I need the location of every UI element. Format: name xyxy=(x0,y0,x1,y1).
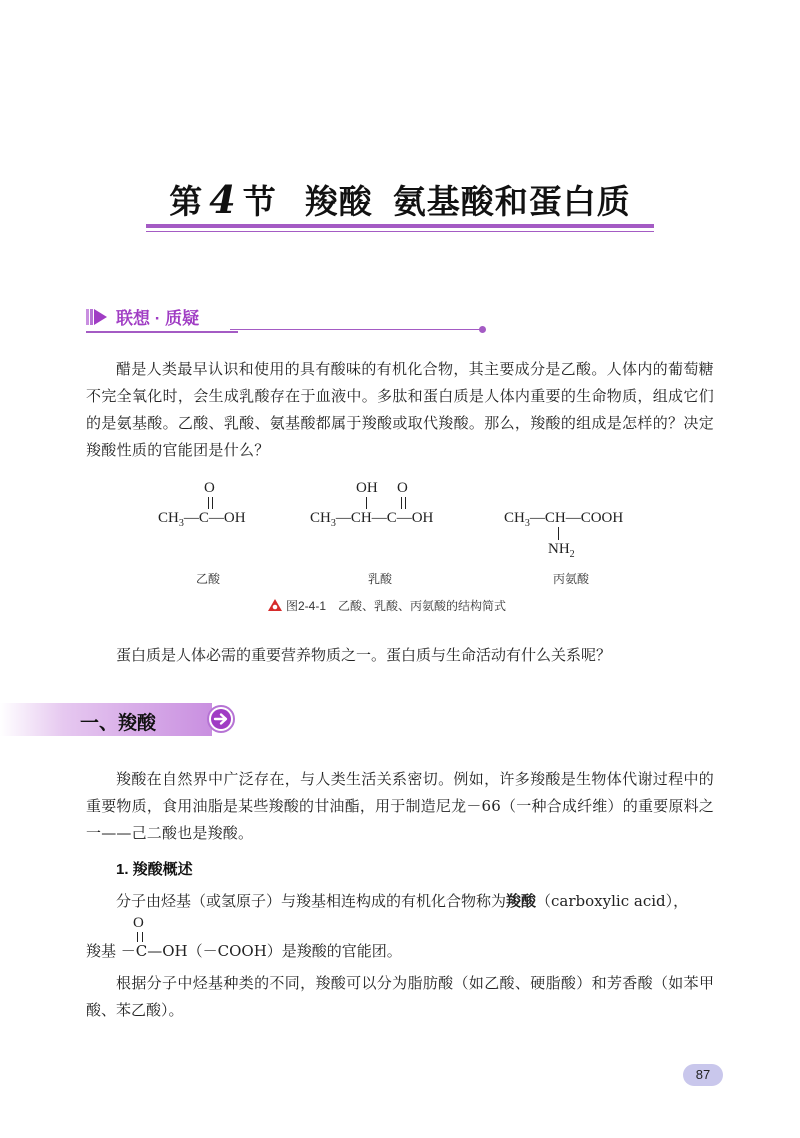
single-bond xyxy=(558,527,559,540)
carboxyl-group-line: 羧基 －C—OH（－COOH）是羧酸的官能团。 xyxy=(86,942,402,960)
think-underline xyxy=(86,331,238,333)
chapter-title xyxy=(0,176,800,223)
chapter-number: 4 xyxy=(209,177,237,222)
classification-paragraph: 根据分子中烃基种类的不同，羧酸可以分为脂肪酸（如乙酸、硬脂酸）和芳香酸（如苯甲酸、苯乙酸）。 xyxy=(86,974,714,1019)
chapter-title-b: 氨基酸和蛋白质 xyxy=(392,182,631,221)
single-bond xyxy=(366,497,367,509)
triangle-icon xyxy=(268,599,282,611)
lactic-oh-top: OH xyxy=(356,480,378,496)
subsection-title: 1. 羧酸概述 xyxy=(116,861,193,878)
alanine-label: 丙氨酸 xyxy=(553,572,590,586)
think-section-title: 联想 · 质疑 xyxy=(116,309,200,328)
think-paragraph: 醋是人类最早认识和使用的具有酸味的有机化合物，其主要成分是乙酸。人体内的葡萄糖不完全氧化时，会生成乳酸存在于血液中。多肽和蛋白质是人体内重要的生命物质，组成它们的是氨基酸。乙酸、乳酸、氨基酸都属于羧酸或取代羧酸。那么，羧酸的组成是怎样的？决定羧酸性质的官能团是什么？ xyxy=(86,360,714,459)
alanine-nh2: $NH_2$ xyxy=(548,541,575,560)
protein-paragraph: 蛋白质是人体必需的重要营养物质之一。蛋白质与生命活动有什么关系呢？ xyxy=(116,646,612,664)
alanine-formula: $CH_3—CH—COOH$ xyxy=(504,510,624,529)
think-rule-dot xyxy=(479,326,486,333)
section-paragraph: 羧酸在自然界中广泛存在，与人类生活关系密切。例如，许多羧酸是生物体代谢过程中的重要物质，食用油脂是某些羧酸的甘油酯，用于制造尼龙－66（一种合成纤维）的重要原料之一——己二酸也是羧酸。 xyxy=(86,770,714,842)
chapter-title-a: 羧酸 xyxy=(304,182,373,221)
definition-paragraph: 分子由烃基（或氢原子）与羧基相连构成的有机化合物称为羧酸（carboxylic acid）， xyxy=(116,892,689,910)
section-title: 一、羧酸 xyxy=(80,713,157,734)
title-rule xyxy=(146,224,654,228)
acetic-formula: $CH_3—C—OH$ xyxy=(158,510,246,529)
lactic-label: 乳酸 xyxy=(368,572,393,586)
title-rule-thin xyxy=(146,231,654,232)
term-carboxylic-acid: 羧酸 xyxy=(506,892,537,910)
double-bond xyxy=(401,497,406,509)
lactic-formula: $CH_3—CH—C—OH$ xyxy=(310,510,434,529)
play-arrow-icon xyxy=(86,308,108,326)
chapter-suffix: 节 xyxy=(242,182,277,221)
chapter-prefix: 第 xyxy=(169,182,204,221)
carboxyl-o: O xyxy=(133,915,144,931)
arrow-right-circle-icon xyxy=(207,705,235,733)
think-rule xyxy=(230,329,482,330)
acetic-o: O xyxy=(204,480,215,496)
acetic-label: 乙酸 xyxy=(196,572,221,586)
page-number: 87 xyxy=(683,1064,723,1086)
figure-caption-text: 图2-4-1 乙酸、乳酸、丙氨酸的结构简式 xyxy=(286,599,507,613)
figure-caption xyxy=(268,597,506,614)
double-bond xyxy=(208,497,213,509)
lactic-o: O xyxy=(397,480,408,496)
